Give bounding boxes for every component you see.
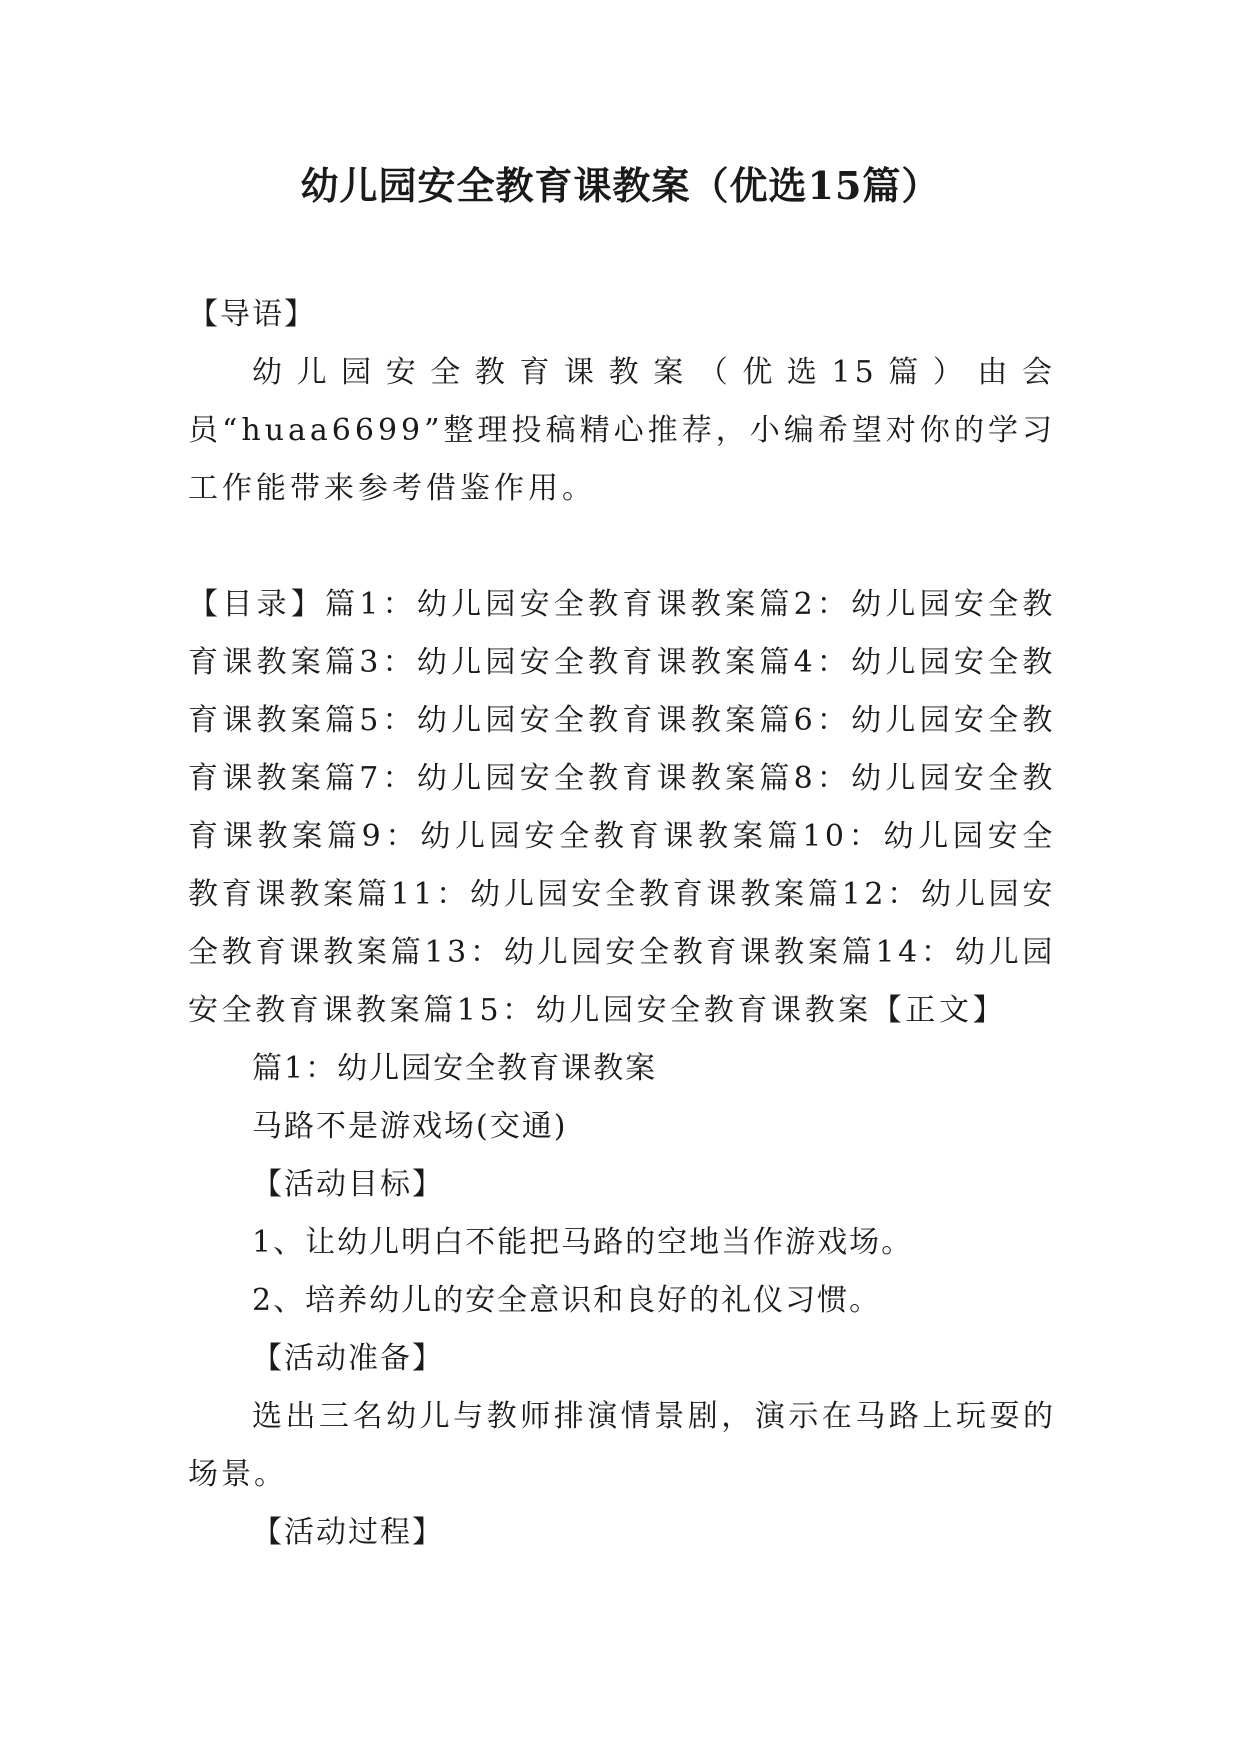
goal-item-2: 2、培养幼儿的安全意识和良好的礼仪习惯。	[252, 1283, 882, 1318]
section-1-title: 篇1：幼儿园安全教育课教案	[252, 1051, 658, 1086]
lesson-title: 马路不是游戏场(交通)	[252, 1109, 568, 1144]
goals-heading: 【活动目标】	[252, 1167, 444, 1202]
intro-paragraph: 幼儿园安全教育课教案（优选15篇）由会员“huaa6699”整理投稿精心推荐，小编希望对你的学习工作能带来参考借鉴作用。	[188, 355, 1056, 506]
preparation-paragraph: 选出三名幼儿与教师排演情景剧，演示在马路上玩耍的场景。	[188, 1399, 1056, 1492]
preparation-heading: 【活动准备】	[252, 1341, 444, 1376]
intro-heading: 【导语】	[188, 297, 316, 332]
document-body	[188, 286, 1056, 1562]
goal-item-1: 1、让幼儿明白不能把马路的空地当作游戏场。	[252, 1225, 914, 1260]
process-heading: 【活动过程】	[252, 1515, 444, 1550]
table-of-contents: 【目录】篇1：幼儿园安全教育课教案篇2：幼儿园安全教育课教案篇3：幼儿园安全教育课教案篇4：幼儿园安全教育课教案篇5：幼儿园安全教育课教案篇6：幼儿园安全教育课教案篇7：幼儿园安全教育课教案篇8：幼儿园安全教育课教案篇9：幼儿园安全教育课教案篇10：幼儿园安全教育课教案篇11：幼儿园安全教育课教案篇12：幼儿园安全教育课教案篇13：幼儿园安全教育课教案篇14：幼儿园安全教育课教案篇15：幼儿园安全教育课教案【正文】	[188, 587, 1056, 1028]
document-title: 幼儿园安全教育课教案（优选15篇）	[300, 163, 941, 208]
